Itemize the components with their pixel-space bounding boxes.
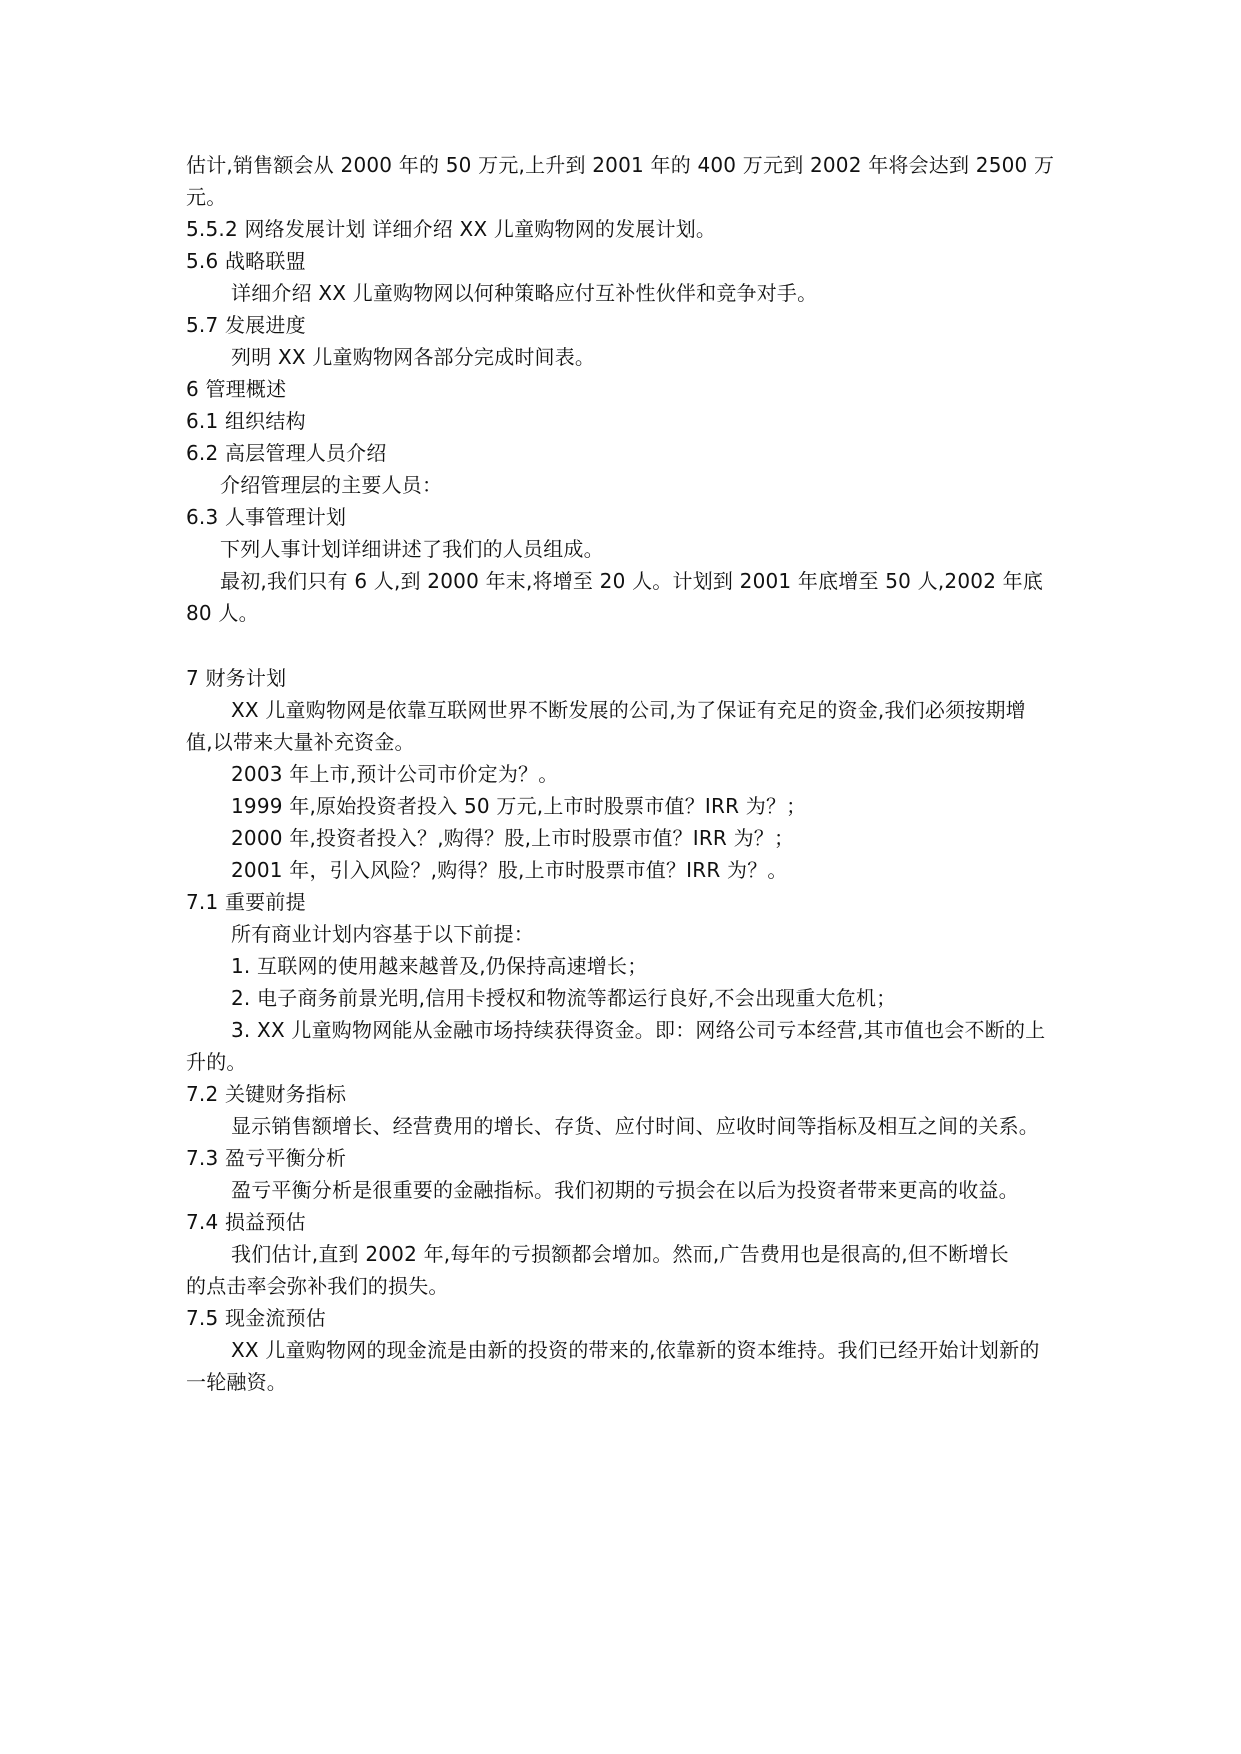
heading-6-1: 6.1 组织结构	[186, 409, 306, 433]
heading-5-6: 5.6 战略联盟	[186, 249, 306, 273]
list-item-premise-1: 1. 互联网的使用越来越普及,仍保持高速增长；	[231, 954, 648, 978]
paragraph-strategic-alliance: 详细介绍 XX 儿童购物网以何种策略应付互补性伙伴和竞争对手。	[231, 281, 818, 305]
heading-7-5: 7.5 现金流预估	[186, 1306, 326, 1330]
list-item-premise-3: 3. XX 儿童购物网能从金融市场持续获得资金。即：网络公司亏本经营,其市值也会不断的上	[231, 1018, 1046, 1042]
heading-7-4: 7.4 损益预估	[186, 1210, 306, 1234]
paragraph-premises: 所有商业计划内容基于以下前提：	[231, 922, 534, 946]
paragraph-management-intro: 介绍管理层的主要人员：	[220, 473, 443, 497]
heading-7: 7 财务计划	[186, 666, 287, 690]
paragraph-ipo-2003: 2003 年上市,预计公司市价定为？。	[231, 762, 559, 786]
text-line-wrap: 80 人。	[186, 601, 259, 625]
text-line-wrap: 升的。	[186, 1050, 247, 1074]
heading-6-2: 6.2 高层管理人员介绍	[186, 441, 387, 465]
paragraph-break-even: 盈亏平衡分析是很重要的金融指标。我们初期的亏损会在以后为投资者带来更高的收益。	[231, 1178, 1019, 1202]
paragraph-investment-1999: 1999 年,原始投资者投入 50 万元,上市时股票市值？IRR 为？；	[231, 794, 807, 818]
heading-5-7: 5.7 发展进度	[186, 313, 306, 337]
text-line: 估计,销售额会从 2000 年的 50 万元,上升到 2001 年的 400 万元到 2002 年将会达到 2500 万	[186, 153, 1055, 177]
paragraph-financial-plan: XX 儿童购物网是依靠互联网世界不断发展的公司,为了保证有充足的资金,我们必须按期增	[231, 698, 1026, 722]
text-line-wrap: 值,以带来大量补充资金。	[186, 730, 415, 754]
paragraph-personnel-plan: 下列人事计划详细讲述了我们的人员组成。	[220, 537, 604, 561]
paragraph-schedule: 列明 XX 儿童购物网各部分完成时间表。	[231, 345, 596, 369]
text-line-wrap: 的点击率会弥补我们的损失。	[186, 1274, 449, 1298]
paragraph-cash-flow: XX 儿童购物网的现金流是由新的投资的带来的,依靠新的资本维持。我们已经开始计划新的	[231, 1338, 1040, 1362]
text-line-wrap: 一轮融资。	[186, 1370, 287, 1394]
heading-7-3: 7.3 盈亏平衡分析	[186, 1146, 347, 1170]
paragraph-investment-2000: 2000 年,投资者投入？,购得？股,上市时股票市值？IRR 为？；	[231, 826, 795, 850]
paragraph-key-indicators: 显示销售额增长、经营费用的增长、存货、应付时间、应收时间等指标及相互之间的关系。	[231, 1114, 1039, 1138]
heading-6: 6 管理概述	[186, 377, 287, 401]
paragraph-staff-growth: 最初,我们只有 6 人,到 2000 年末,将增至 20 人。计划到 2001 年底增至 50 人,2002 年底	[220, 569, 1044, 593]
paragraph-profit-loss: 我们估计,直到 2002 年,每年的亏损额都会增加。然而,广告费用也是很高的,但不断增长	[231, 1242, 1009, 1266]
text-line-wrap: 元。	[186, 185, 227, 209]
list-item-premise-2: 2. 电子商务前景光明,信用卡授权和物流等都运行良好,不会出现重大危机；	[231, 986, 897, 1010]
heading-7-2: 7.2 关键财务指标	[186, 1082, 347, 1106]
heading-5-5-2: 5.5.2 网络发展计划 详细介绍 XX 儿童购物网的发展计划。	[186, 217, 717, 241]
paragraph-investment-2001: 2001 年，引入风险？,购得？股,上市时股票市值？IRR 为？。	[231, 858, 788, 882]
heading-6-3: 6.3 人事管理计划	[186, 505, 347, 529]
heading-7-1: 7.1 重要前提	[186, 890, 306, 914]
paragraph-sales-estimate	[186, 149, 1054, 181]
